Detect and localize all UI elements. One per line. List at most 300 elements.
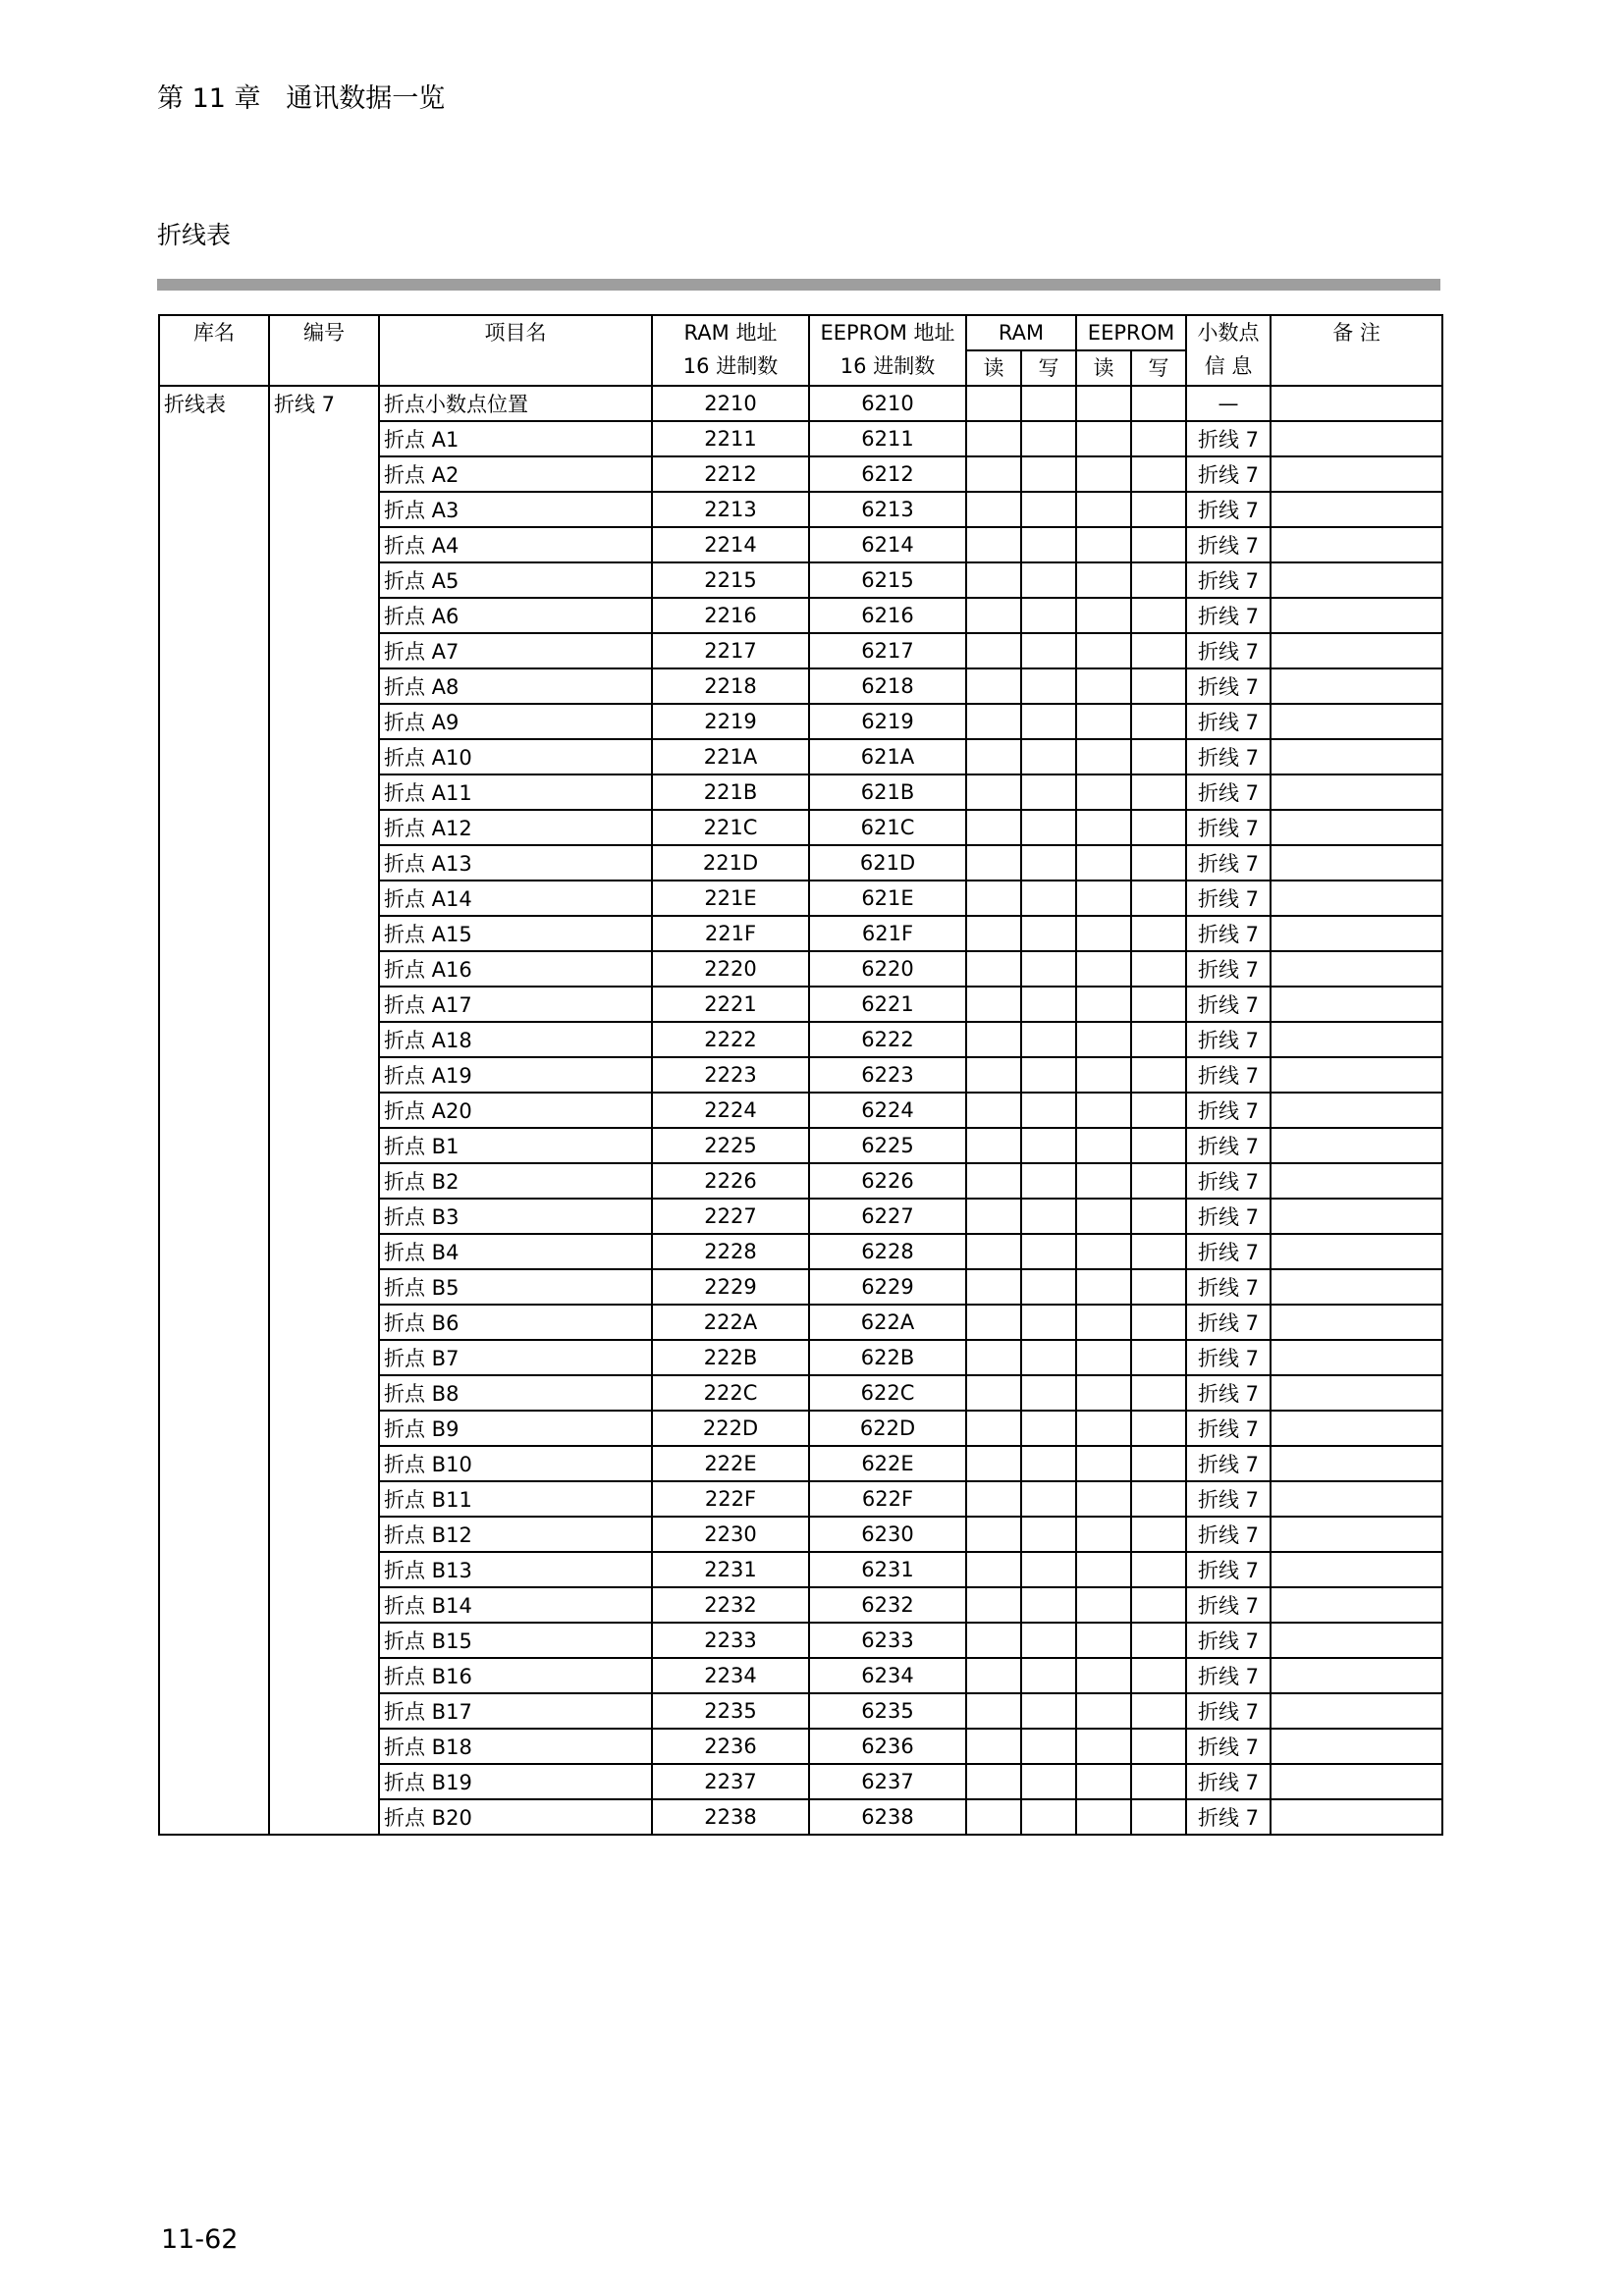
header-number: 编号 [269, 315, 379, 386]
eeprom-address-cell: 6236 [809, 1729, 966, 1764]
header-decimal-info [1186, 315, 1271, 386]
header-eeprom: EEPROM [1076, 315, 1186, 350]
eeprom-read-cell [1076, 668, 1131, 704]
item-name-cell: 折点 B11 [379, 1481, 652, 1517]
decimal-info-cell: 折线 7 [1186, 1552, 1271, 1587]
ram-write-cell [1021, 845, 1076, 881]
eeprom-write-cell [1131, 1799, 1186, 1835]
eeprom-read-cell [1076, 1269, 1131, 1305]
ram-write-cell [1021, 1446, 1076, 1481]
ram-read-cell [966, 1199, 1021, 1234]
ram-read-cell [966, 1234, 1021, 1269]
eeprom-address-cell: 621F [809, 916, 966, 951]
remark-cell [1271, 633, 1442, 668]
ram-address-cell: 2237 [652, 1764, 809, 1799]
header-remark: 备 注 [1271, 315, 1442, 386]
eeprom-address-cell: 6222 [809, 1022, 966, 1057]
remark-cell [1271, 1093, 1442, 1128]
eeprom-read-cell [1076, 1764, 1131, 1799]
remark-cell [1271, 845, 1442, 881]
item-name-cell: 折点 B17 [379, 1693, 652, 1729]
ram-read-cell [966, 1163, 1021, 1199]
ram-read-cell [966, 916, 1021, 951]
page-number: 11-62 [161, 2224, 239, 2255]
ram-write-cell [1021, 1481, 1076, 1517]
ram-address-cell: 2218 [652, 668, 809, 704]
remark-cell [1271, 1128, 1442, 1163]
remark-cell [1271, 774, 1442, 810]
eeprom-address-cell: 6238 [809, 1799, 966, 1835]
remark-cell [1271, 1729, 1442, 1764]
ram-write-cell [1021, 633, 1076, 668]
decimal-info-cell: 折线 7 [1186, 1163, 1271, 1199]
decimal-info-cell: 折线 7 [1186, 1234, 1271, 1269]
remark-cell [1271, 492, 1442, 527]
eeprom-address-cell: 621B [809, 774, 966, 810]
decimal-info-cell: 折线 7 [1186, 1693, 1271, 1729]
eeprom-write-cell [1131, 1057, 1186, 1093]
eeprom-write-cell [1131, 421, 1186, 456]
item-name-cell: 折点 A7 [379, 633, 652, 668]
remark-cell [1271, 1658, 1442, 1693]
eeprom-read-cell [1076, 704, 1131, 739]
eeprom-address-cell: 621A [809, 739, 966, 774]
eeprom-read-cell [1076, 987, 1131, 1022]
eeprom-address-cell: 6223 [809, 1057, 966, 1093]
remark-cell [1271, 1693, 1442, 1729]
eeprom-address-cell: 6211 [809, 421, 966, 456]
ram-read-cell [966, 845, 1021, 881]
item-name-cell: 折点 B9 [379, 1411, 652, 1446]
eeprom-write-cell [1131, 668, 1186, 704]
header-lib: 库名 [159, 315, 269, 386]
ram-address-cell: 2228 [652, 1234, 809, 1269]
decimal-info-cell: 折线 7 [1186, 1128, 1271, 1163]
ram-write-cell [1021, 1587, 1076, 1623]
ram-read-cell [966, 1093, 1021, 1128]
eeprom-write-cell [1131, 1340, 1186, 1375]
ram-read-cell [966, 987, 1021, 1022]
eeprom-read-cell [1076, 1658, 1131, 1693]
eeprom-read-cell [1076, 1093, 1131, 1128]
ram-read-cell [966, 774, 1021, 810]
lib-name-cell: 折线表 [159, 386, 269, 1835]
table-body [159, 386, 1442, 1835]
ram-write-cell [1021, 881, 1076, 916]
eeprom-address-cell: 6218 [809, 668, 966, 704]
eeprom-write-cell [1131, 1587, 1186, 1623]
item-name-cell: 折点 B14 [379, 1587, 652, 1623]
ram-read-cell [966, 1587, 1021, 1623]
ram-address-cell: 2224 [652, 1093, 809, 1128]
ram-write-cell [1021, 987, 1076, 1022]
ram-read-cell [966, 1729, 1021, 1764]
ram-address-cell: 2215 [652, 562, 809, 598]
eeprom-address-cell: 622F [809, 1481, 966, 1517]
eeprom-address-cell: 6234 [809, 1658, 966, 1693]
ram-write-cell [1021, 1199, 1076, 1234]
ram-read-cell [966, 951, 1021, 987]
eeprom-address-cell: 622D [809, 1411, 966, 1446]
data-table [158, 314, 1443, 1836]
ram-address-cell: 2217 [652, 633, 809, 668]
eeprom-address-cell: 622B [809, 1340, 966, 1375]
ram-read-cell [966, 456, 1021, 492]
ram-address-cell: 2232 [652, 1587, 809, 1623]
eeprom-address-cell: 622E [809, 1446, 966, 1481]
ram-read-cell [966, 1693, 1021, 1729]
remark-cell [1271, 987, 1442, 1022]
ram-read-cell [966, 386, 1021, 421]
item-name-cell: 折点 A3 [379, 492, 652, 527]
eeprom-address-cell: 6232 [809, 1587, 966, 1623]
eeprom-address-cell: 6228 [809, 1234, 966, 1269]
item-name-cell: 折点 A19 [379, 1057, 652, 1093]
ram-address-cell: 221C [652, 810, 809, 845]
decimal-info-cell: 折线 7 [1186, 916, 1271, 951]
ram-write-cell [1021, 1375, 1076, 1411]
table-row [159, 386, 1442, 421]
eeprom-read-cell [1076, 492, 1131, 527]
eeprom-read-cell [1076, 1623, 1131, 1658]
eeprom-read-cell [1076, 881, 1131, 916]
ram-write-cell [1021, 1057, 1076, 1093]
remark-cell [1271, 1623, 1442, 1658]
ram-write-cell [1021, 1340, 1076, 1375]
eeprom-write-cell [1131, 633, 1186, 668]
item-name-cell: 折点 A14 [379, 881, 652, 916]
header-eeprom-address-line2: 16 进制数 [839, 354, 936, 378]
eeprom-write-cell [1131, 598, 1186, 633]
eeprom-read-cell [1076, 1729, 1131, 1764]
item-name-cell: 折点 B6 [379, 1305, 652, 1340]
eeprom-write-cell [1131, 951, 1186, 987]
eeprom-write-cell [1131, 1234, 1186, 1269]
ram-read-cell [966, 1057, 1021, 1093]
ram-read-cell [966, 633, 1021, 668]
ram-read-cell [966, 421, 1021, 456]
eeprom-address-cell: 6214 [809, 527, 966, 562]
decimal-info-cell: 折线 7 [1186, 1022, 1271, 1057]
header-ram: RAM [966, 315, 1076, 350]
ram-address-cell: 2212 [652, 456, 809, 492]
header-ram-write: 写 [1021, 350, 1076, 386]
remark-cell [1271, 1587, 1442, 1623]
ram-write-cell [1021, 704, 1076, 739]
ram-address-cell: 2227 [652, 1199, 809, 1234]
eeprom-write-cell [1131, 1552, 1186, 1587]
item-name-cell: 折点 B12 [379, 1517, 652, 1552]
ram-address-cell: 2226 [652, 1163, 809, 1199]
eeprom-write-cell [1131, 987, 1186, 1022]
ram-address-cell: 2234 [652, 1658, 809, 1693]
eeprom-write-cell [1131, 704, 1186, 739]
item-name-cell: 折点 A1 [379, 421, 652, 456]
eeprom-write-cell [1131, 1764, 1186, 1799]
ram-read-cell [966, 1481, 1021, 1517]
eeprom-address-cell: 6224 [809, 1093, 966, 1128]
item-name-cell: 折点 B10 [379, 1446, 652, 1481]
eeprom-read-cell [1076, 421, 1131, 456]
eeprom-address-cell: 6235 [809, 1693, 966, 1729]
ram-write-cell [1021, 562, 1076, 598]
ram-write-cell [1021, 456, 1076, 492]
ram-read-cell [966, 1375, 1021, 1411]
eeprom-address-cell: 6233 [809, 1623, 966, 1658]
eeprom-write-cell [1131, 881, 1186, 916]
section-title: 折线表 [157, 221, 232, 249]
ram-address-cell: 2235 [652, 1693, 809, 1729]
decimal-info-cell: 折线 7 [1186, 1658, 1271, 1693]
decimal-info-cell: 折线 7 [1186, 951, 1271, 987]
ram-address-cell: 222B [652, 1340, 809, 1375]
ram-write-cell [1021, 1128, 1076, 1163]
remark-cell [1271, 456, 1442, 492]
ram-address-cell: 222C [652, 1375, 809, 1411]
ram-write-cell [1021, 1269, 1076, 1305]
item-name-cell: 折点 B20 [379, 1799, 652, 1835]
eeprom-read-cell [1076, 527, 1131, 562]
item-name-cell: 折点 A2 [379, 456, 652, 492]
header-ram-address-line2: 16 进制数 [682, 354, 779, 378]
ram-address-cell: 2214 [652, 527, 809, 562]
ram-address-cell: 221F [652, 916, 809, 951]
remark-cell [1271, 810, 1442, 845]
eeprom-address-cell: 6230 [809, 1517, 966, 1552]
item-name-cell: 折点 B15 [379, 1623, 652, 1658]
ram-address-cell: 2219 [652, 704, 809, 739]
ram-read-cell [966, 1552, 1021, 1587]
eeprom-write-cell [1131, 774, 1186, 810]
ram-read-cell [966, 492, 1021, 527]
ram-address-cell: 2220 [652, 951, 809, 987]
ram-address-cell: 2211 [652, 421, 809, 456]
eeprom-read-cell [1076, 633, 1131, 668]
item-name-cell: 折点 A17 [379, 987, 652, 1022]
ram-write-cell [1021, 527, 1076, 562]
ram-address-cell: 2233 [652, 1623, 809, 1658]
item-name-cell: 折点 B18 [379, 1729, 652, 1764]
eeprom-write-cell [1131, 527, 1186, 562]
ram-write-cell [1021, 1093, 1076, 1128]
eeprom-read-cell [1076, 1128, 1131, 1163]
ram-address-cell: 222D [652, 1411, 809, 1446]
eeprom-read-cell [1076, 386, 1131, 421]
decimal-info-cell: 折线 7 [1186, 668, 1271, 704]
ram-address-cell: 2230 [652, 1517, 809, 1552]
remark-cell [1271, 1022, 1442, 1057]
ram-write-cell [1021, 951, 1076, 987]
decimal-info-cell: 折线 7 [1186, 1799, 1271, 1835]
ram-write-cell [1021, 598, 1076, 633]
eeprom-read-cell [1076, 845, 1131, 881]
decimal-info-cell: 折线 7 [1186, 527, 1271, 562]
eeprom-write-cell [1131, 1623, 1186, 1658]
ram-write-cell [1021, 1658, 1076, 1693]
eeprom-read-cell [1076, 739, 1131, 774]
ram-write-cell [1021, 1234, 1076, 1269]
eeprom-read-cell [1076, 1305, 1131, 1340]
header-eeprom-write: 写 [1131, 350, 1186, 386]
decimal-info-cell: 折线 7 [1186, 1093, 1271, 1128]
item-name-cell: 折点 A12 [379, 810, 652, 845]
eeprom-read-cell [1076, 1234, 1131, 1269]
item-name-cell: 折点 B16 [379, 1658, 652, 1693]
decimal-info-cell: 折线 7 [1186, 598, 1271, 633]
eeprom-write-cell [1131, 1022, 1186, 1057]
eeprom-read-cell [1076, 1446, 1131, 1481]
item-name-cell: 折点 B13 [379, 1552, 652, 1587]
eeprom-write-cell [1131, 456, 1186, 492]
ram-write-cell [1021, 1022, 1076, 1057]
ram-address-cell: 222E [652, 1446, 809, 1481]
eeprom-write-cell [1131, 1446, 1186, 1481]
eeprom-write-cell [1131, 386, 1186, 421]
eeprom-write-cell [1131, 1693, 1186, 1729]
eeprom-write-cell [1131, 739, 1186, 774]
number-cell: 折线 7 [269, 386, 379, 1835]
ram-read-cell [966, 704, 1021, 739]
ram-address-cell: 2229 [652, 1269, 809, 1305]
decimal-info-cell: 折线 7 [1186, 562, 1271, 598]
eeprom-address-cell: 6210 [809, 386, 966, 421]
ram-address-cell: 221B [652, 774, 809, 810]
remark-cell [1271, 668, 1442, 704]
eeprom-read-cell [1076, 598, 1131, 633]
decimal-info-cell: 折线 7 [1186, 1729, 1271, 1764]
ram-read-cell [966, 1799, 1021, 1835]
item-name-cell: 折点 B1 [379, 1128, 652, 1163]
eeprom-write-cell [1131, 1305, 1186, 1340]
ram-address-cell: 2225 [652, 1128, 809, 1163]
decimal-info-cell: 折线 7 [1186, 987, 1271, 1022]
item-name-cell: 折点 B19 [379, 1764, 652, 1799]
item-name-cell: 折点 A9 [379, 704, 652, 739]
remark-cell [1271, 1764, 1442, 1799]
eeprom-read-cell [1076, 1375, 1131, 1411]
eeprom-read-cell [1076, 916, 1131, 951]
remark-cell [1271, 1799, 1442, 1835]
eeprom-write-cell [1131, 1481, 1186, 1517]
header-eeprom-address-line1: EEPROM 地址 [820, 321, 955, 345]
header-decimal-line1: 小数点 [1197, 321, 1260, 345]
decimal-info-cell: 折线 7 [1186, 1340, 1271, 1375]
ram-write-cell [1021, 1552, 1076, 1587]
eeprom-address-cell: 6212 [809, 456, 966, 492]
eeprom-read-cell [1076, 1340, 1131, 1375]
decimal-info-cell: 折线 7 [1186, 1199, 1271, 1234]
remark-cell [1271, 1269, 1442, 1305]
ram-address-cell: 2223 [652, 1057, 809, 1093]
item-name-cell: 折点 A16 [379, 951, 652, 987]
item-name-cell: 折点 A10 [379, 739, 652, 774]
eeprom-address-cell: 6221 [809, 987, 966, 1022]
eeprom-address-cell: 621C [809, 810, 966, 845]
ram-write-cell [1021, 1623, 1076, 1658]
eeprom-write-cell [1131, 1729, 1186, 1764]
eeprom-write-cell [1131, 562, 1186, 598]
decimal-info-cell: 折线 7 [1186, 1587, 1271, 1623]
eeprom-write-cell [1131, 845, 1186, 881]
ram-address-cell: 222A [652, 1305, 809, 1340]
remark-cell [1271, 1234, 1442, 1269]
header-ram-address [652, 315, 809, 386]
ram-write-cell [1021, 1729, 1076, 1764]
header-item: 项目名 [379, 315, 652, 386]
header-eeprom-read: 读 [1076, 350, 1131, 386]
decimal-info-cell: 折线 7 [1186, 704, 1271, 739]
item-name-cell: 折点 A8 [379, 668, 652, 704]
ram-read-cell [966, 1305, 1021, 1340]
remark-cell [1271, 1375, 1442, 1411]
item-name-cell: 折点 A15 [379, 916, 652, 951]
item-name-cell: 折点 A11 [379, 774, 652, 810]
item-name-cell: 折点 A4 [379, 527, 652, 562]
item-name-cell: 折点 A5 [379, 562, 652, 598]
header-ram-read: 读 [966, 350, 1021, 386]
item-name-cell: 折点 B2 [379, 1163, 652, 1199]
eeprom-read-cell [1076, 1517, 1131, 1552]
remark-cell [1271, 1163, 1442, 1199]
ram-read-cell [966, 1411, 1021, 1446]
ram-read-cell [966, 810, 1021, 845]
eeprom-write-cell [1131, 1517, 1186, 1552]
ram-write-cell [1021, 1693, 1076, 1729]
eeprom-read-cell [1076, 456, 1131, 492]
remark-cell [1271, 916, 1442, 951]
ram-write-cell [1021, 774, 1076, 810]
eeprom-read-cell [1076, 1163, 1131, 1199]
eeprom-read-cell [1076, 1057, 1131, 1093]
eeprom-read-cell [1076, 1411, 1131, 1446]
section-divider [157, 279, 1440, 291]
ram-address-cell: 2238 [652, 1799, 809, 1835]
ram-write-cell [1021, 916, 1076, 951]
ram-address-cell: 2221 [652, 987, 809, 1022]
ram-address-cell: 221E [652, 881, 809, 916]
ram-address-cell: 222F [652, 1481, 809, 1517]
decimal-info-cell: 折线 7 [1186, 1411, 1271, 1446]
item-name-cell: 折点小数点位置 [379, 386, 652, 421]
decimal-info-cell: — [1186, 386, 1271, 421]
decimal-info-cell: 折线 7 [1186, 1269, 1271, 1305]
decimal-info-cell: 折线 7 [1186, 1517, 1271, 1552]
ram-write-cell [1021, 668, 1076, 704]
ram-read-cell [966, 527, 1021, 562]
header-ram-address-line1: RAM 地址 [683, 321, 778, 345]
decimal-info-cell: 折线 7 [1186, 633, 1271, 668]
eeprom-read-cell [1076, 562, 1131, 598]
eeprom-address-cell: 621E [809, 881, 966, 916]
ram-read-cell [966, 598, 1021, 633]
remark-cell [1271, 1199, 1442, 1234]
eeprom-address-cell: 6229 [809, 1269, 966, 1305]
eeprom-write-cell [1131, 1375, 1186, 1411]
eeprom-write-cell [1131, 1269, 1186, 1305]
remark-cell [1271, 527, 1442, 562]
eeprom-address-cell: 6219 [809, 704, 966, 739]
remark-cell [1271, 1305, 1442, 1340]
ram-address-cell: 221A [652, 739, 809, 774]
ram-write-cell [1021, 1799, 1076, 1835]
remark-cell [1271, 1057, 1442, 1093]
item-name-cell: 折点 B3 [379, 1199, 652, 1234]
eeprom-address-cell: 6215 [809, 562, 966, 598]
eeprom-write-cell [1131, 1658, 1186, 1693]
eeprom-read-cell [1076, 810, 1131, 845]
ram-read-cell [966, 1340, 1021, 1375]
ram-address-cell: 2216 [652, 598, 809, 633]
